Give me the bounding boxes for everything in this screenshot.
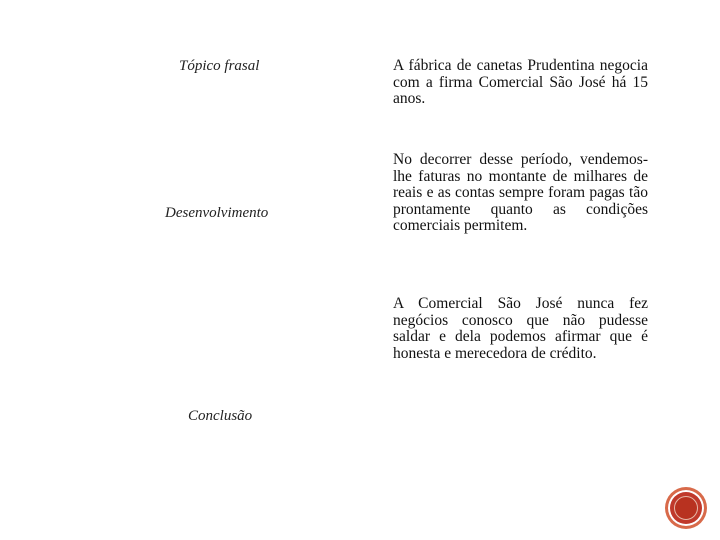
paragraph-desenvolvimento: No decorrer desse período, vendemos-lhe faturas no montante de milhares de reais e as contas sempre foram pagas tão prontamente quanto as condições comerciais permitem. bbox=[393, 151, 648, 234]
paragraph-conclusao: A Comercial São José nunca fez negócios conosco que não pudesse saldar e dela podemos afirmar que é honesta e merecedora de crédito. bbox=[393, 295, 648, 362]
label-conclusao: Conclusão bbox=[188, 408, 253, 424]
label-topico-frasal: Tópico frasal bbox=[179, 58, 260, 74]
label-desenvolvimento: Desenvolvimento bbox=[165, 205, 269, 221]
slide-badge-icon bbox=[668, 490, 704, 526]
paragraph-topico-frasal: A fábrica de canetas Prudentina negocia com a firma Comercial São José há 15 anos. bbox=[393, 57, 648, 107]
badge-inner-ring bbox=[674, 496, 698, 520]
